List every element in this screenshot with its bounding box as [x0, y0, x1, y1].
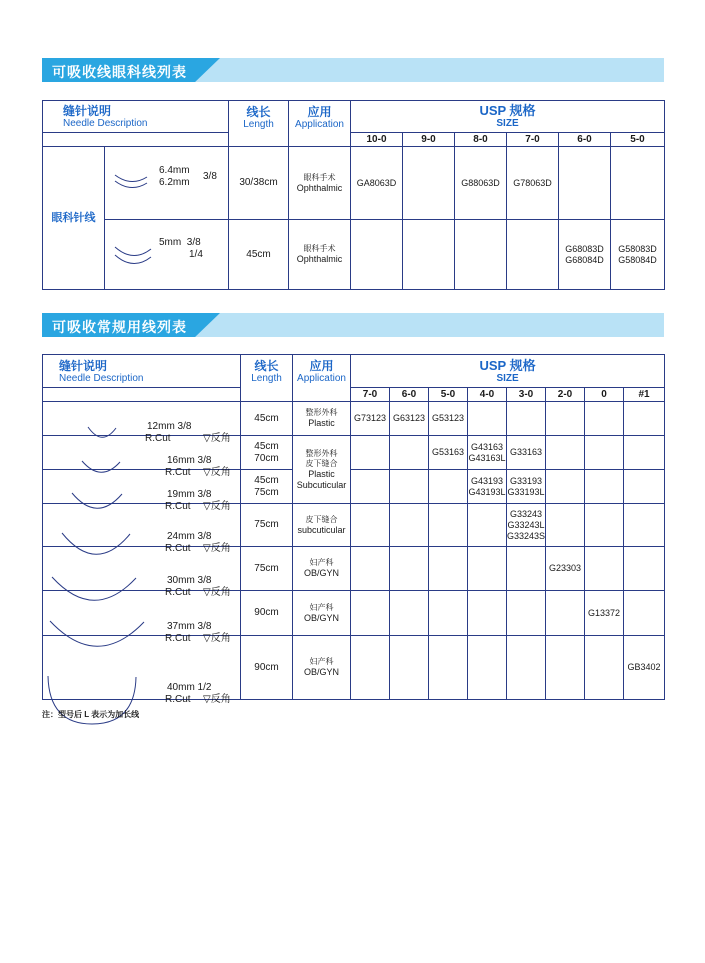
application-cell: 眼科手术 Ophthalmic	[289, 220, 351, 290]
code-cell: G53163	[429, 436, 468, 470]
code-cell	[403, 147, 455, 220]
table-row	[43, 470, 665, 504]
usp-size-header: USP 规格 SIZE	[351, 355, 665, 388]
code-cell	[585, 436, 624, 470]
code-cell	[624, 470, 665, 504]
code-cell: G68083D G68084D	[559, 220, 611, 290]
section2-banner	[42, 313, 664, 337]
table-row	[43, 547, 665, 591]
application-cell: 整形外科 Plastic	[293, 402, 351, 436]
application-header: 应用 Application	[289, 101, 351, 147]
code-cell: G88063D	[455, 147, 507, 220]
code-cell	[507, 402, 546, 436]
code-cell	[351, 436, 390, 470]
application-cell: 眼科手术 Ophthalmic	[289, 147, 351, 220]
code-cell	[507, 220, 559, 290]
triangle-icon: ▽	[203, 693, 211, 705]
code-cell	[624, 504, 665, 547]
code-cell	[624, 547, 665, 591]
triangle-icon: ▽	[203, 466, 211, 478]
length-header: 线长 Length	[229, 101, 289, 147]
length-cell: 45cm	[229, 220, 289, 290]
code-cell	[403, 220, 455, 290]
needle-cell: 12mm 3/8 R.Cut ▽反角	[43, 402, 241, 436]
needle-cell: 16mm 3/8 R.Cut ▽反角	[43, 436, 241, 470]
code-cell	[585, 402, 624, 436]
code-cell: G13372	[585, 591, 624, 636]
code-cell	[546, 591, 585, 636]
code-cell	[390, 504, 429, 547]
application-cell: 整形外科 皮下缝合 Plastic Subcuticular	[293, 436, 351, 504]
length-cell: 75cm	[241, 547, 293, 591]
needle-description-header: 缝针说明 Needle Description	[43, 101, 229, 133]
code-cell	[624, 402, 665, 436]
needle-cell: 37mm 3/8 R.Cut ▽反角	[43, 591, 241, 636]
code-cell	[390, 470, 429, 504]
length-cell: 45cm 75cm	[241, 470, 293, 504]
curved-needle-icon	[87, 425, 117, 441]
application-header: 应用 Application	[293, 355, 351, 402]
needle-cell: 30mm 3/8 R.Cut ▽反角	[43, 547, 241, 591]
size-col: 10-0	[351, 133, 403, 147]
code-cell	[351, 504, 390, 547]
code-cell	[351, 470, 390, 504]
code-cell	[624, 591, 665, 636]
code-cell	[429, 504, 468, 547]
code-cell	[455, 220, 507, 290]
code-cell	[546, 636, 585, 700]
code-cell: G78063D	[507, 147, 559, 220]
triangle-icon: ▽	[203, 500, 211, 512]
code-cell	[507, 547, 546, 591]
code-cell	[468, 591, 507, 636]
code-cell	[468, 547, 507, 591]
needle-cell: 6.4mm 6.2mm 3/8	[105, 147, 229, 220]
length-cell: 45cm	[241, 402, 293, 436]
triangle-icon: ▽	[203, 432, 211, 444]
curved-needle-icon	[51, 575, 137, 605]
application-cell: 妇产科 OB/GYN	[293, 547, 351, 591]
needle-cell: 5mm 3/8 1/4	[105, 220, 229, 290]
size-col: 6-0	[390, 388, 429, 402]
footnote: 注：型号后 L 表示为加长线	[42, 710, 140, 719]
length-cell: 45cm 70cm	[241, 436, 293, 470]
code-cell	[351, 591, 390, 636]
code-cell	[390, 547, 429, 591]
general-suture-table	[42, 354, 665, 705]
code-cell: G53123	[429, 402, 468, 436]
length-cell: 90cm	[241, 591, 293, 636]
code-cell: G33243 G33243L G33243S	[507, 504, 546, 547]
code-cell	[585, 470, 624, 504]
needle-cell: 40mm 1/2 R.Cut ▽反角	[43, 636, 241, 700]
application-cell: 妇产科 OB/GYN	[293, 591, 351, 636]
table-row	[43, 220, 665, 290]
size-col: 4-0	[468, 388, 507, 402]
section1-banner	[42, 58, 664, 82]
curved-needle-icon	[49, 619, 145, 651]
length-header: 线长 Length	[241, 355, 293, 402]
triangle-icon: ▽	[203, 633, 211, 644]
size-col: 9-0	[403, 133, 455, 147]
code-cell	[351, 220, 403, 290]
curved-needle-icon	[61, 531, 131, 559]
size-col: #1	[624, 388, 665, 402]
code-cell: GA8063D	[351, 147, 403, 220]
code-cell	[546, 402, 585, 436]
code-cell: G23303	[546, 547, 585, 591]
code-cell	[351, 547, 390, 591]
code-cell	[624, 436, 665, 470]
small-curved-needle-icon	[113, 171, 149, 195]
code-cell	[585, 504, 624, 547]
size-col: 0	[585, 388, 624, 402]
application-cell: 皮下缝合 subcuticular	[293, 504, 351, 547]
application-cell: 妇产科 OB/GYN	[293, 636, 351, 700]
code-cell	[390, 436, 429, 470]
code-cell: G58083D G58084D	[611, 220, 665, 290]
needle-cell: 19mm 3/8 R.Cut ▽反角	[43, 470, 241, 504]
code-cell	[429, 547, 468, 591]
code-cell	[507, 591, 546, 636]
code-cell	[507, 636, 546, 700]
code-cell	[390, 636, 429, 700]
code-cell	[429, 636, 468, 700]
size-col: 6-0	[559, 133, 611, 147]
code-cell	[546, 470, 585, 504]
usp-size-header: USP 规格 SIZE	[351, 101, 665, 133]
section2-title: 可吸收常规用线列表	[52, 319, 187, 335]
code-cell	[585, 636, 624, 700]
needle-cell: 24mm 3/8 R.Cut ▽反角	[43, 504, 241, 547]
curved-needle-icon	[81, 459, 121, 477]
code-cell	[468, 504, 507, 547]
code-cell: G43163 G43163L	[468, 436, 507, 470]
code-cell: G63123	[390, 402, 429, 436]
code-cell	[390, 591, 429, 636]
code-cell	[351, 636, 390, 700]
curved-needle-icon	[71, 491, 123, 513]
length-cell: 30/38cm	[229, 147, 289, 220]
code-cell	[468, 636, 507, 700]
size-col: 2-0	[546, 388, 585, 402]
code-cell: G33163	[507, 436, 546, 470]
small-curved-needle-icon	[113, 243, 153, 269]
triangle-icon: ▽	[203, 543, 211, 554]
size-col: 7-0	[351, 388, 390, 402]
table-row	[43, 504, 665, 547]
code-cell: G73123	[351, 402, 390, 436]
size-col: 5-0	[429, 388, 468, 402]
code-cell	[468, 402, 507, 436]
code-cell: GB3402	[624, 636, 665, 700]
ophthalmic-suture-table	[42, 100, 665, 290]
code-cell	[429, 470, 468, 504]
code-cell	[429, 591, 468, 636]
code-cell: G33193 G33193L	[507, 470, 546, 504]
needle-description-header: 缝针说明 Needle Description	[43, 355, 241, 388]
size-col: 7-0	[507, 133, 559, 147]
code-cell	[611, 147, 665, 220]
size-col: 8-0	[455, 133, 507, 147]
code-cell	[546, 436, 585, 470]
code-cell	[585, 547, 624, 591]
length-cell: 75cm	[241, 504, 293, 547]
size-col: 5-0	[611, 133, 665, 147]
code-cell	[546, 504, 585, 547]
table-row	[43, 436, 665, 470]
group-label: 眼科针线	[43, 147, 105, 290]
table-row	[43, 147, 665, 220]
section1-title: 可吸收线眼科线列表	[52, 64, 187, 80]
table-row	[43, 402, 665, 436]
triangle-icon: ▽	[203, 586, 211, 598]
code-cell: G43193 G43193L	[468, 470, 507, 504]
length-cell: 90cm	[241, 636, 293, 700]
code-cell	[559, 147, 611, 220]
size-col: 3-0	[507, 388, 546, 402]
